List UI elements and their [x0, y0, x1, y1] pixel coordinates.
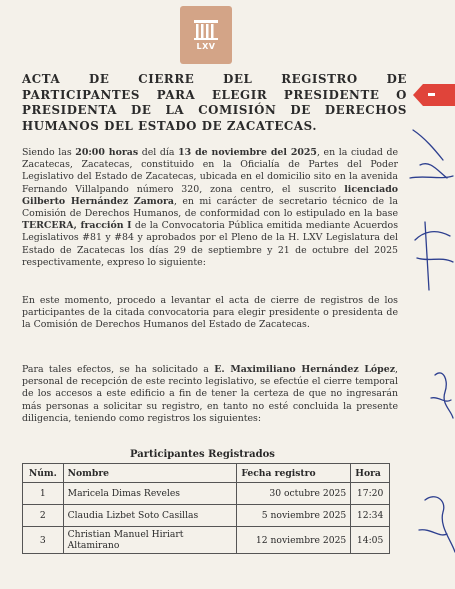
row-num: 1: [23, 483, 64, 505]
row-name: Claudia Lizbet Soto Casillas: [63, 505, 237, 527]
participants-table: [22, 463, 390, 554]
signature-icon: [419, 497, 455, 552]
header-name: Nombre: [63, 464, 237, 483]
row-hour: 14:05: [351, 527, 390, 554]
row-num: 2: [23, 505, 64, 527]
table-row: [23, 527, 390, 554]
row-hour: 12:34: [351, 505, 390, 527]
table-row: [23, 483, 390, 505]
hour-text: 20:00 horas: [75, 147, 139, 158]
red-arrow-tab-icon: [413, 84, 455, 106]
logo-text: LXV: [196, 42, 216, 51]
row-num: 3: [23, 527, 64, 554]
legislature-logo: [180, 6, 232, 64]
header-hour: Hora: [351, 464, 390, 483]
signature-icon: [410, 130, 453, 178]
signature-icon: [415, 222, 453, 290]
document-title: ACTA DE CIERRE DEL REGISTRO DE PARTICIPANTES PARA ELEGIR PRESIDENTE O PRESIDENTA DE LA COMISIÓN DE DERECHOS HUMANOS DEL ESTADO DE ZACATECAS.: [22, 72, 407, 133]
signature-icon: [431, 373, 453, 418]
paragraph-access-closure: Para tales efectos, se ha solicitado a E. Maximiliano Hernández López, personal de recepción de este recinto legislativo, se efectúe el cierre temporal de los accesos a este edificio a fin de tener la certeza de que no ingresarán más personas a solicitar su registro, en tanto no esté concluida la presente diligencia, teniendo como registros los siguientes:: [22, 364, 398, 424]
paragraph-closing-act: En este momento, procedo a levantar el acta de cierre de registros de los participantes de la citada convocatoria para elegir presidente o presidenta de la Comisión de Derechos Humanos del Estado de Zacatecas.: [22, 295, 398, 331]
row-name: Maricela Dimas Reveles: [63, 483, 237, 505]
table-title: Participantes Registrados: [130, 449, 275, 460]
building-icon: [180, 6, 232, 64]
row-hour: 17:20: [351, 483, 390, 505]
row-name: Christian Manuel Hiriart Altamirano: [63, 527, 237, 554]
date-text: 13 de noviembre del 2025: [178, 147, 317, 158]
table-header-row: [23, 464, 390, 483]
reception-staff-name: E. Maximiliano Hernández López: [214, 364, 396, 375]
header-date: Fecha registro: [237, 464, 351, 483]
row-date: 5 noviembre 2025: [237, 505, 351, 527]
header-num: Núm.: [23, 464, 64, 483]
paragraph-opening: Siendo las 20:00 horas del día 13 de noviembre del 2025, en la ciudad de Zacatecas, Zacatecas, constituido en la Oficialía de Partes del Poder Legislativo del Estado de Zacatecas, ubicada en el domicilio sito en la avenida Fernando Villalpando número 320, zona centro, el suscrito licenciado Gilberto Hernández Zamora, en mi carácter de secretario técnico de la Comisión de Derechos Humanos, de conformidad con lo estipulado en la base TERCERA, fracción I de la Convocatoria Pública emitida mediante Acuerdos Legislativos #81 y #84 y aprobados por el Pleno de la H. LXV Legislatura del Estado de Zacatecas los días 29 de septiembre y 21 de octubre del 2025 respectivamente, expreso lo siguiente:: [22, 147, 399, 268]
row-date: 30 octubre 2025: [237, 483, 351, 505]
margin-annotations: [395, 0, 455, 589]
base-reference: TERCERA, fracción I: [22, 220, 132, 232]
signer-name: licenciado Gilberto Hernández Zamora: [22, 183, 398, 207]
row-date: 12 noviembre 2025: [237, 527, 351, 554]
table-row: [23, 505, 390, 527]
